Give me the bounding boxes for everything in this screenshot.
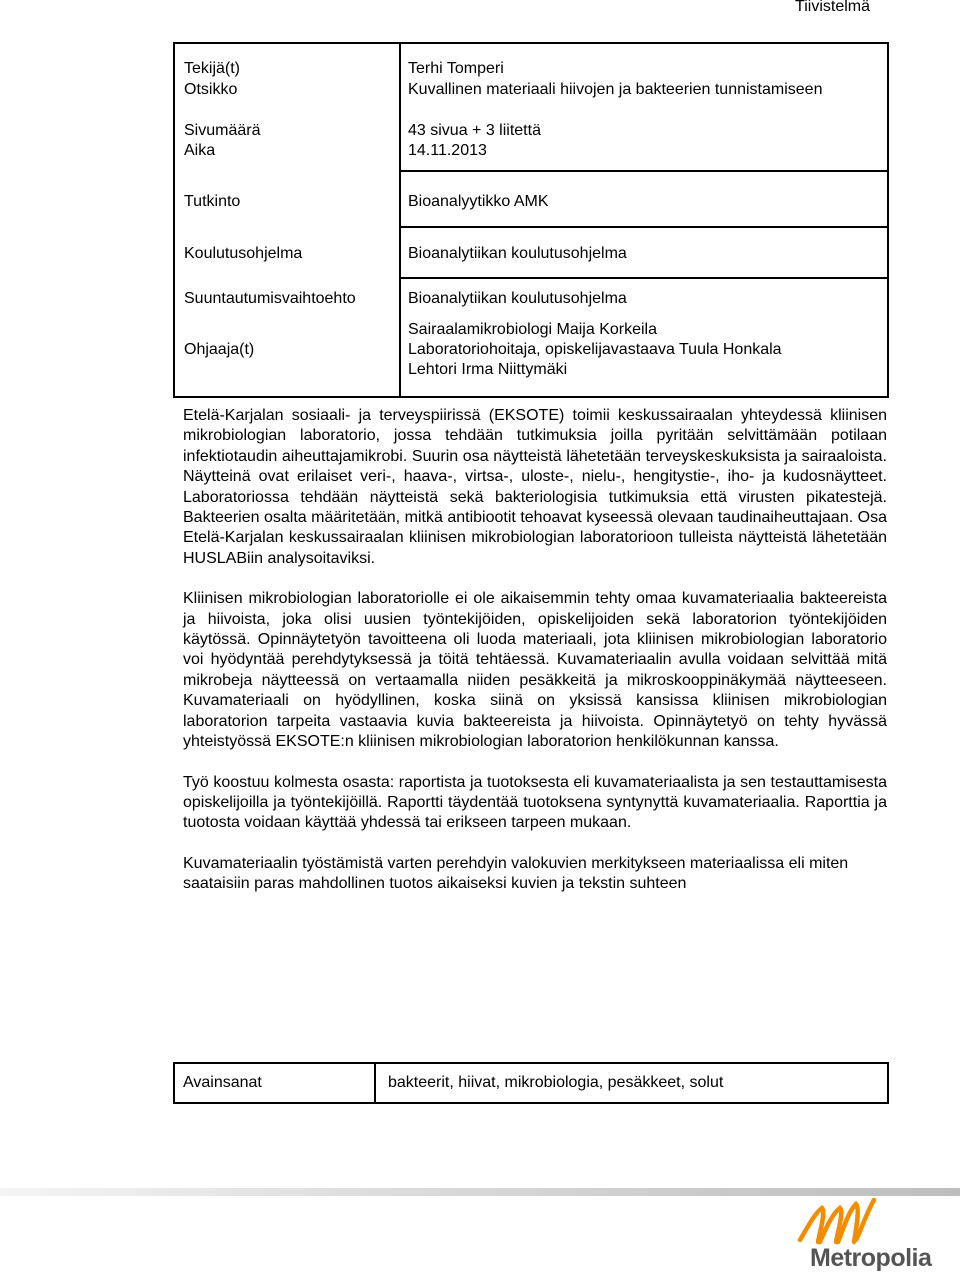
degree-value: Bioanalyytikko AMK	[408, 193, 549, 210]
abstract-paragraph: Kliinisen mikrobiologian laboratoriolle ei ole aikaisemmin tehty omaa kuvamateriaalia bakteereista ja hiivoista, joka olisi uusien työntekijöiden, opiskelijoiden sekä laboratorion työntekijöiden käytössä. Opinnäytetyön tavoitteena oli luoda materiaali, jota kliinisen mikrobiologian laboratorio voi hyödyntää perehdytyksessä ja töitä tehtäessä. Kuvamateriaalin avulla voidaan selvittää mitä mikrobeja näytteessä on vertaamalla niiden pesäkkeitä ja mikroskooppinäkymää näytteeseen. Kuvamateriaali on hyödyllinen, koska siinä on yksissä kansissa kliinisen mikrobiologian laboratorion tarpeita vastaavia kuvia bakteereista ja hiivoista. Opinnäytetyö on tehty hyvässä yhteistyössä EKSOTE:n kliinisen mikrobiologian laboratorion henkilökunnan kanssa.	[183, 590, 887, 751]
specialisation-value: Bioanalytiikan koulutusohjelma	[408, 290, 627, 307]
supervisor-line: Sairaalamikrobiologi Maija Korkeila	[408, 321, 657, 338]
row-divider	[399, 277, 887, 279]
page-header-title: Tiivistelmä	[795, 0, 870, 15]
programme-value: Bioanalytiikan koulutusohjelma	[408, 245, 627, 262]
author-label: Tekijä(t)	[184, 60, 241, 77]
keywords-label: Avainsanat	[183, 1074, 262, 1091]
supervisor-line: Laboratoriohoitaja, opiskelijavastaava Tuula Honkala	[408, 341, 782, 358]
pages-label: Sivumäärä	[184, 122, 261, 139]
date-value: 14.11.2013	[408, 142, 487, 159]
supervisors-label: Ohjaaja(t)	[184, 341, 255, 358]
title-label: Otsikko	[184, 81, 238, 98]
row-divider	[399, 226, 887, 228]
info-table	[173, 42, 889, 398]
keywords-table	[173, 1062, 889, 1104]
pages-value: 43 sivua + 3 liitettä	[408, 122, 541, 139]
abstract-paragraph: Työ koostuu kolmesta osasta: raportista ja tuotoksesta eli kuvamateriaalista ja sen testauttamisesta opiskelijoilla ja työntekijöillä. Raportti täydentää tuotoksena syntynyttä kuvamateriaalia. Raporttia ja tuotosta voidaan käyttää yhdessä tai erikseen tarpeen mukaan.	[183, 773, 887, 832]
abstract-paragraph: Etelä-Karjalan sosiaali- ja terveyspiirissä (EKSOTE) toimii keskussairaalan yhteydessä kliinisen mikrobiologian laboratorio, jossa tehdään tutkimuksia joilla pyritään selvittämään potilaan infektiotaudin aiheuttajamikrobi. Suurin osa näytteistä lähetetään terveyskeskuksista ja sairaaloista. Näytteinä ovat erilaiset veri-, haava-, virtsa-, uloste-, nielu-, hengitystie-, iho- ja kudosnäytteet. Laboratoriossa tehdään näytteistä sekä bakteriologisia tutkimuksia että virusten pikatestejä. Bakteerien osalta määritetään, mitkä antibiootit tehoavat kyseessä olevaan taudinaiheuttajaan. Osa Etelä-Karjalan keskussairaalan kliinisen mikrobiologian laboratorioon tulleista näytteistä lähetetään HUSLABiin analysoitaviksi.	[183, 407, 887, 567]
table-divider	[399, 44, 401, 396]
programme-label: Koulutusohjelma	[184, 245, 303, 262]
abstract-paragraph: Kuvamateriaalin työstämistä varten perehdyin valokuvien merkitykseen materiaalissa eli miten saataisiin paras mahdollinen tuotos aikaiseksi kuvien ja tekstin suhteen	[183, 854, 849, 893]
table-divider	[374, 1064, 376, 1102]
degree-label: Tutkinto	[184, 193, 241, 210]
keywords-value: bakteerit, hiivat, mikrobiologia, pesäkkeet, solut	[388, 1074, 724, 1091]
title-value: Kuvallinen materiaali hiivojen ja bakteerien tunnistamiseen	[408, 81, 823, 98]
supervisor-line: Lehtori Irma Niittymäki	[408, 361, 568, 378]
specialisation-label: Suuntautumisvaihtoehto	[184, 290, 356, 307]
author-value: Terhi Tomperi	[408, 60, 504, 77]
date-label: Aika	[184, 142, 216, 159]
row-divider	[399, 170, 887, 172]
metropolia-logo-text: Metropolia	[810, 1244, 932, 1272]
abstract-text	[183, 406, 887, 915]
